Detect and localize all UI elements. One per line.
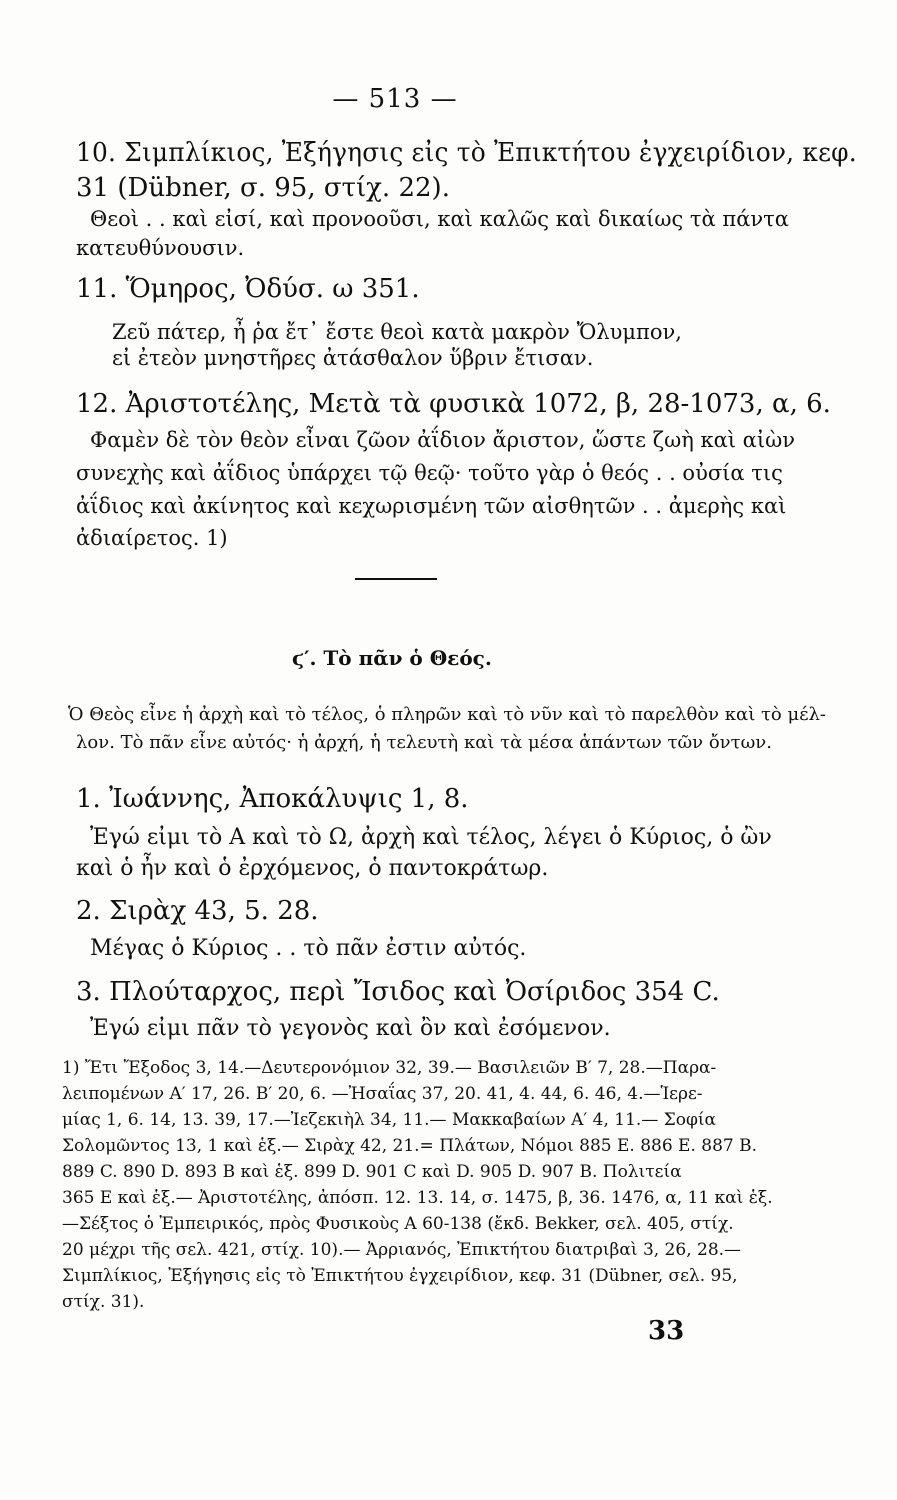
footnote-line-6: 365 Ε καὶ ἑξ.— Ἀριστοτέλης, ἀπόσπ. 12. 13. 14, σ. 1475, β, 36. 1476, α, 11 καὶ ἑξ.: [62, 1188, 773, 1208]
entry-11-citation: 11. Ὅμηρος, Ὀδύσ. ω 351.: [76, 274, 420, 304]
entry-12-quote-2: συνεχὴς καὶ ἀΐδιος ὑπάρχει τῷ θεῷ· τοῦτο γὰρ ὁ θεός . . οὐσία τις: [76, 461, 783, 485]
entry-11-verse-2: εἰ ἐτεὸν μνηστῆρες ἀτάσθαλον ὕβριν ἔτισαν.: [112, 346, 594, 370]
footnote-line-3: μίας 1, 6. 14, 13. 39, 17.—Ἰεζεκιὴλ 34, 11.— Μακκαβαίων Α′ 4, 11.— Σοφία: [62, 1110, 717, 1130]
section-item-1-quote-2: καὶ ὁ ἦν καὶ ὁ ἐρχόμενος, ὁ παντοκράτωρ.: [76, 856, 549, 881]
entry-12-quote-1: Φαμὲν δὲ τὸν θεὸν εἶναι ζῶον ἀΐδιον ἄριστον, ὥστε ζωὴ καὶ αἰὼν: [90, 428, 795, 452]
section-intro-2: λον. Τὸ πᾶν εἶνε αὐτός· ἡ ἀρχή, ἡ τελευτὴ καὶ τὰ μέσα ἁπάντων τῶν ὄντων.: [76, 732, 772, 753]
footnote-line-1: 1) Ἔτι Ἔξοδος 3, 14.—Δευτερονόμιον 32, 39.— Βασιλειῶν Β′ 7, 28.—Παρα-: [62, 1058, 717, 1078]
entry-11-verse-1: Ζεῦ πάτερ, ἦ ῥα ἔτ᾽ ἔστε θεοὶ κατὰ μακρὸν Ὄλυμπον,: [112, 320, 682, 344]
page-number: — 513 —: [332, 84, 458, 114]
section-item-2-citation: 2. Σιρὰχ 43, 5. 28.: [76, 896, 319, 926]
footnote-line-9: Σιμπλίκιος, Ἐξήγησις εἰς τὸ Ἐπικτήτου ἐγχειρίδιον, κεφ. 31 (Dübner, σελ. 95,: [62, 1266, 738, 1286]
entry-12-citation: 12. Ἀριστοτέλης, Μετὰ τὰ φυσικὰ 1072, β, 28-1073, α, 6.: [76, 389, 831, 419]
entry-10-quote: Θεοὶ . . καὶ εἰσί, καὶ προνοοῦσι, καὶ καλῶς καὶ δικαίως τὰ πάντα: [90, 207, 789, 231]
footnote-line-5: 889 C. 890 D. 893 Β καὶ ἑξ. 899 D. 901 C καὶ D. 905 D. 907 Β. Πολιτεία: [62, 1162, 682, 1182]
entry-12-quote-4: ἀδιαίρετος. 1): [76, 526, 228, 550]
footnote-line-7: —Σέξτος ὁ Ἐμπειρικός, πρὸς Φυσικοὺς Α 60-138 (ἔκδ. Bekker, σελ. 405, στίχ.: [62, 1214, 734, 1234]
section-item-2-quote: Μέγας ὁ Κύριος . . τὸ πᾶν ἐστιν αὐτός.: [90, 936, 527, 961]
section-heading: ϛ′. Τὸ πᾶν ὁ Θεός.: [292, 646, 492, 670]
footnote-line-2: λειπομένων Α′ 17, 26. Β′ 20, 6. —Ἠσαΐας 37, 20. 41, 4. 44, 6. 46, 4.—Ἱερε-: [62, 1084, 703, 1104]
section-item-3-quote: Ἐγώ εἰμι πᾶν τὸ γεγονὸς καὶ ὂν καὶ ἐσόμενον.: [90, 1016, 611, 1041]
section-divider: [355, 578, 437, 580]
footnote-line-4: Σολομῶντος 13, 1 καὶ ἑξ.— Σιρὰχ 42, 21.= Πλάτων, Νόμοι 885 Ε. 886 Ε. 887 Β.: [62, 1136, 758, 1156]
entry-10-citation-cont: 31 (Dübner, σ. 95, στίχ. 22).: [76, 173, 450, 203]
entry-12-quote-3: ἀΐδιος καὶ ἀκίνητος καὶ κεχωρισμένη τῶν αἰσθητῶν . . ἀμερὴς καὶ: [76, 494, 787, 518]
entry-10-quote-cont: κατευθύνουσιν.: [76, 236, 245, 260]
section-item-1-citation: 1. Ἰωάννης, Ἀποκάλυψις 1, 8.: [76, 784, 469, 814]
footnote-line-8: 20 μέχρι τῆς σελ. 421, στίχ. 10).— Ἀρριανός, Ἐπικτήτου διατριβαὶ 3, 26, 28.—: [62, 1240, 742, 1260]
section-item-3-citation: 3. Πλούταρχος, περὶ Ἴσιδος καὶ Ὀσίριδος 354 C.: [76, 977, 720, 1007]
entry-10-citation: 10. Σιμπλίκιος, Ἐξήγησις εἰς τὸ Ἐπικτήτου ἐγχειρίδιον, κεφ.: [76, 138, 857, 168]
section-item-1-quote-1: Ἐγώ εἰμι τὸ Α καὶ τὸ Ω, ἀρχὴ καὶ τέλος, λέγει ὁ Κύριος, ὁ ὢν: [90, 825, 772, 850]
footnote-line-10: στίχ. 31).: [62, 1292, 145, 1312]
signature-mark: 33: [648, 1316, 685, 1346]
section-intro-1: Ὁ Θεὸς εἶνε ἡ ἀρχὴ καὶ τὸ τέλος, ὁ πληρῶν καὶ τὸ νῦν καὶ τὸ παρελθὸν καὶ τὸ μέλ-: [68, 704, 827, 725]
